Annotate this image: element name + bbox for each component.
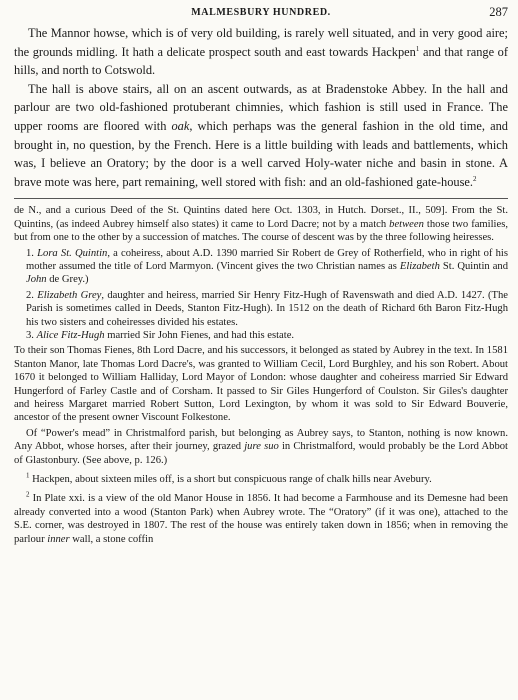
main-paragraph-1-text: The Mannor howse, which is of very old building, is rarely well situated, and in very good aire; the grounds midling. It hath a delicate prospect south and east towards Hackpen bbox=[14, 26, 508, 59]
running-title: MALMESBURY HUNDRED. bbox=[191, 7, 331, 18]
emphasis-inner: inner bbox=[47, 533, 70, 545]
note-paragraph-1 bbox=[14, 204, 508, 244]
heiress-item-3 bbox=[14, 329, 508, 342]
item-1-text-c: de Grey.) bbox=[46, 274, 89, 286]
item-1-text-b: St. Quintin and bbox=[439, 260, 508, 272]
emphasis-oak: oak bbox=[171, 118, 190, 133]
editorial-notes bbox=[14, 204, 508, 467]
item-3-text: married Sir John Fienes, and had this estate. bbox=[104, 330, 295, 341]
running-header bbox=[14, 2, 508, 24]
page-number: 287 bbox=[489, 5, 508, 19]
note-paragraph-3 bbox=[14, 427, 508, 467]
emphasis-between: between bbox=[389, 218, 424, 230]
item-1-text-a: , a coheiress, about A.D. 1390 married Sir Robert de Grey of Rotherfield, who in right of his mother assumed the title of Lord Marmyon. (Vincent gives the two Christian names as bbox=[26, 247, 508, 272]
footnote-2-text-a: In Plate xxi. is a view of the old Manor House in 1856. It had become a Farmhouse and its Demesne had been already converted into a wood (Stanton Park) when Aubrey wrote. The “Oratory” (if it was one), attached to the S.E. corner, was destroyed in 1807. The rest of the house was entirely taken down in 1856; when in removing the parlour bbox=[14, 493, 508, 545]
heiress-item-2 bbox=[14, 289, 508, 329]
main-paragraph-2 bbox=[14, 80, 508, 192]
item-1-elizabeth: Elizabeth bbox=[399, 260, 440, 272]
item-3-number: 3. bbox=[26, 330, 34, 341]
emphasis-jure-suo: jure suo bbox=[244, 441, 279, 453]
footnote-1-text: Hackpen, about sixteen miles off, is a short but conspicuous range of chalk hills near Avebury. bbox=[29, 474, 432, 486]
footnote-1-mark: 1 bbox=[26, 471, 30, 480]
footnote-2-mark: 2 bbox=[26, 490, 30, 499]
note-1-text-b: those two families, but from one to the other by a succession of matches. The course of descent was by the three following heiresses. bbox=[14, 218, 508, 244]
item-2-number: 2. bbox=[26, 289, 34, 301]
main-paragraph-2-text-a: The hall is above stairs, all on an ascent outwards, as at Bradenstoke Abbey. In the hall and parlour are two old-fashioned protuberant chimnies, which fashion is still used in France. The upper rooms are floored with bbox=[14, 81, 508, 133]
footnote-1 bbox=[14, 473, 508, 486]
footnote-ref-2[interactable]: 2 bbox=[473, 174, 477, 183]
item-2-text: , daughter and heiress, married Sir Henry Fitz-Hugh of Ravenswath and died A.D. 1427. (The Parish is sometimes called in Deeds, Stanton Fitz-Hugh). In 1512 on the death of Richard 6th Baron Fitz-Hugh his two sisters and coheiresses divided his estates. bbox=[26, 289, 508, 328]
note-paragraph-2: To their son Thomas Fienes, 8th Lord Dacre, and his successors, it belonged as stated by Aubrey in the text. In 1581 Stanton Manor, late Thomas Lord Dacre's, was granted to William Cecil, Lord Burghley, and his son Robert. About 1670 it belonged to William Halliday, Lord Mayor of London: whose daughter and coheiress married Sir Edward Hungerford of Farley Castle and of Corsham. It passed to Sir Giles Hungerford of Coulston. Sir Giles's daughter and heiress Margaret married Robert Sutton, Lord Lexington, by whom it was sold to Sir Edward Bouverie, ancestor of the present owner Viscount Folkestone. bbox=[14, 345, 508, 424]
footnote-ref-1[interactable]: 1 bbox=[415, 44, 420, 53]
main-text bbox=[14, 24, 508, 191]
footnote-2 bbox=[14, 492, 508, 546]
note-3-text-a: Of “Power's mead” in Christmalford parish, but belonging as Aubrey says, to Stanton, nothing is now known. Any Abbot, whose horses, after their journey, grazed bbox=[14, 427, 508, 453]
footnotes bbox=[14, 473, 508, 546]
main-paragraph-2-text-b: , which perhaps was the general fashion in the old time, and brought in, no question, by the French. Here is a little building with leads and battlements, which was, I believe an Oratory; by the door is a well carved Holy-water niche and basin in stone. A brave mote was here, part remaining, well stored with fish: and an old-fashioned gate-house. bbox=[14, 118, 508, 189]
item-1-number: 1. bbox=[26, 247, 34, 259]
item-2-name: Elizabeth Grey bbox=[37, 289, 102, 301]
item-3-name: Alice Fitz-Hugh bbox=[36, 330, 105, 341]
footnote-2-text-b: wall, a stone coffin bbox=[69, 533, 154, 545]
notes-divider bbox=[14, 198, 508, 199]
note-1-text-a: de N., and a curious Deed of the St. Quintins dated here Oct. 1303, in Hutch. Dorset., II., 509]. From the St. Quintins, (as indeed Aubrey himself also states) it came to Lord Dacre; not by a match bbox=[14, 205, 508, 230]
main-paragraph-1 bbox=[14, 24, 508, 80]
item-1-john: John bbox=[26, 274, 47, 286]
heiress-item-1 bbox=[14, 247, 508, 287]
main-paragraph-1-rest: and that range of hills, and north to Cotswold. bbox=[14, 44, 508, 78]
note-3-text-b: in Christmalford, would probably be the Lord Abbot of Glastonbury. (See above, p. 126.) bbox=[14, 441, 508, 466]
item-1-name: Lora St. Quintin bbox=[37, 247, 108, 259]
